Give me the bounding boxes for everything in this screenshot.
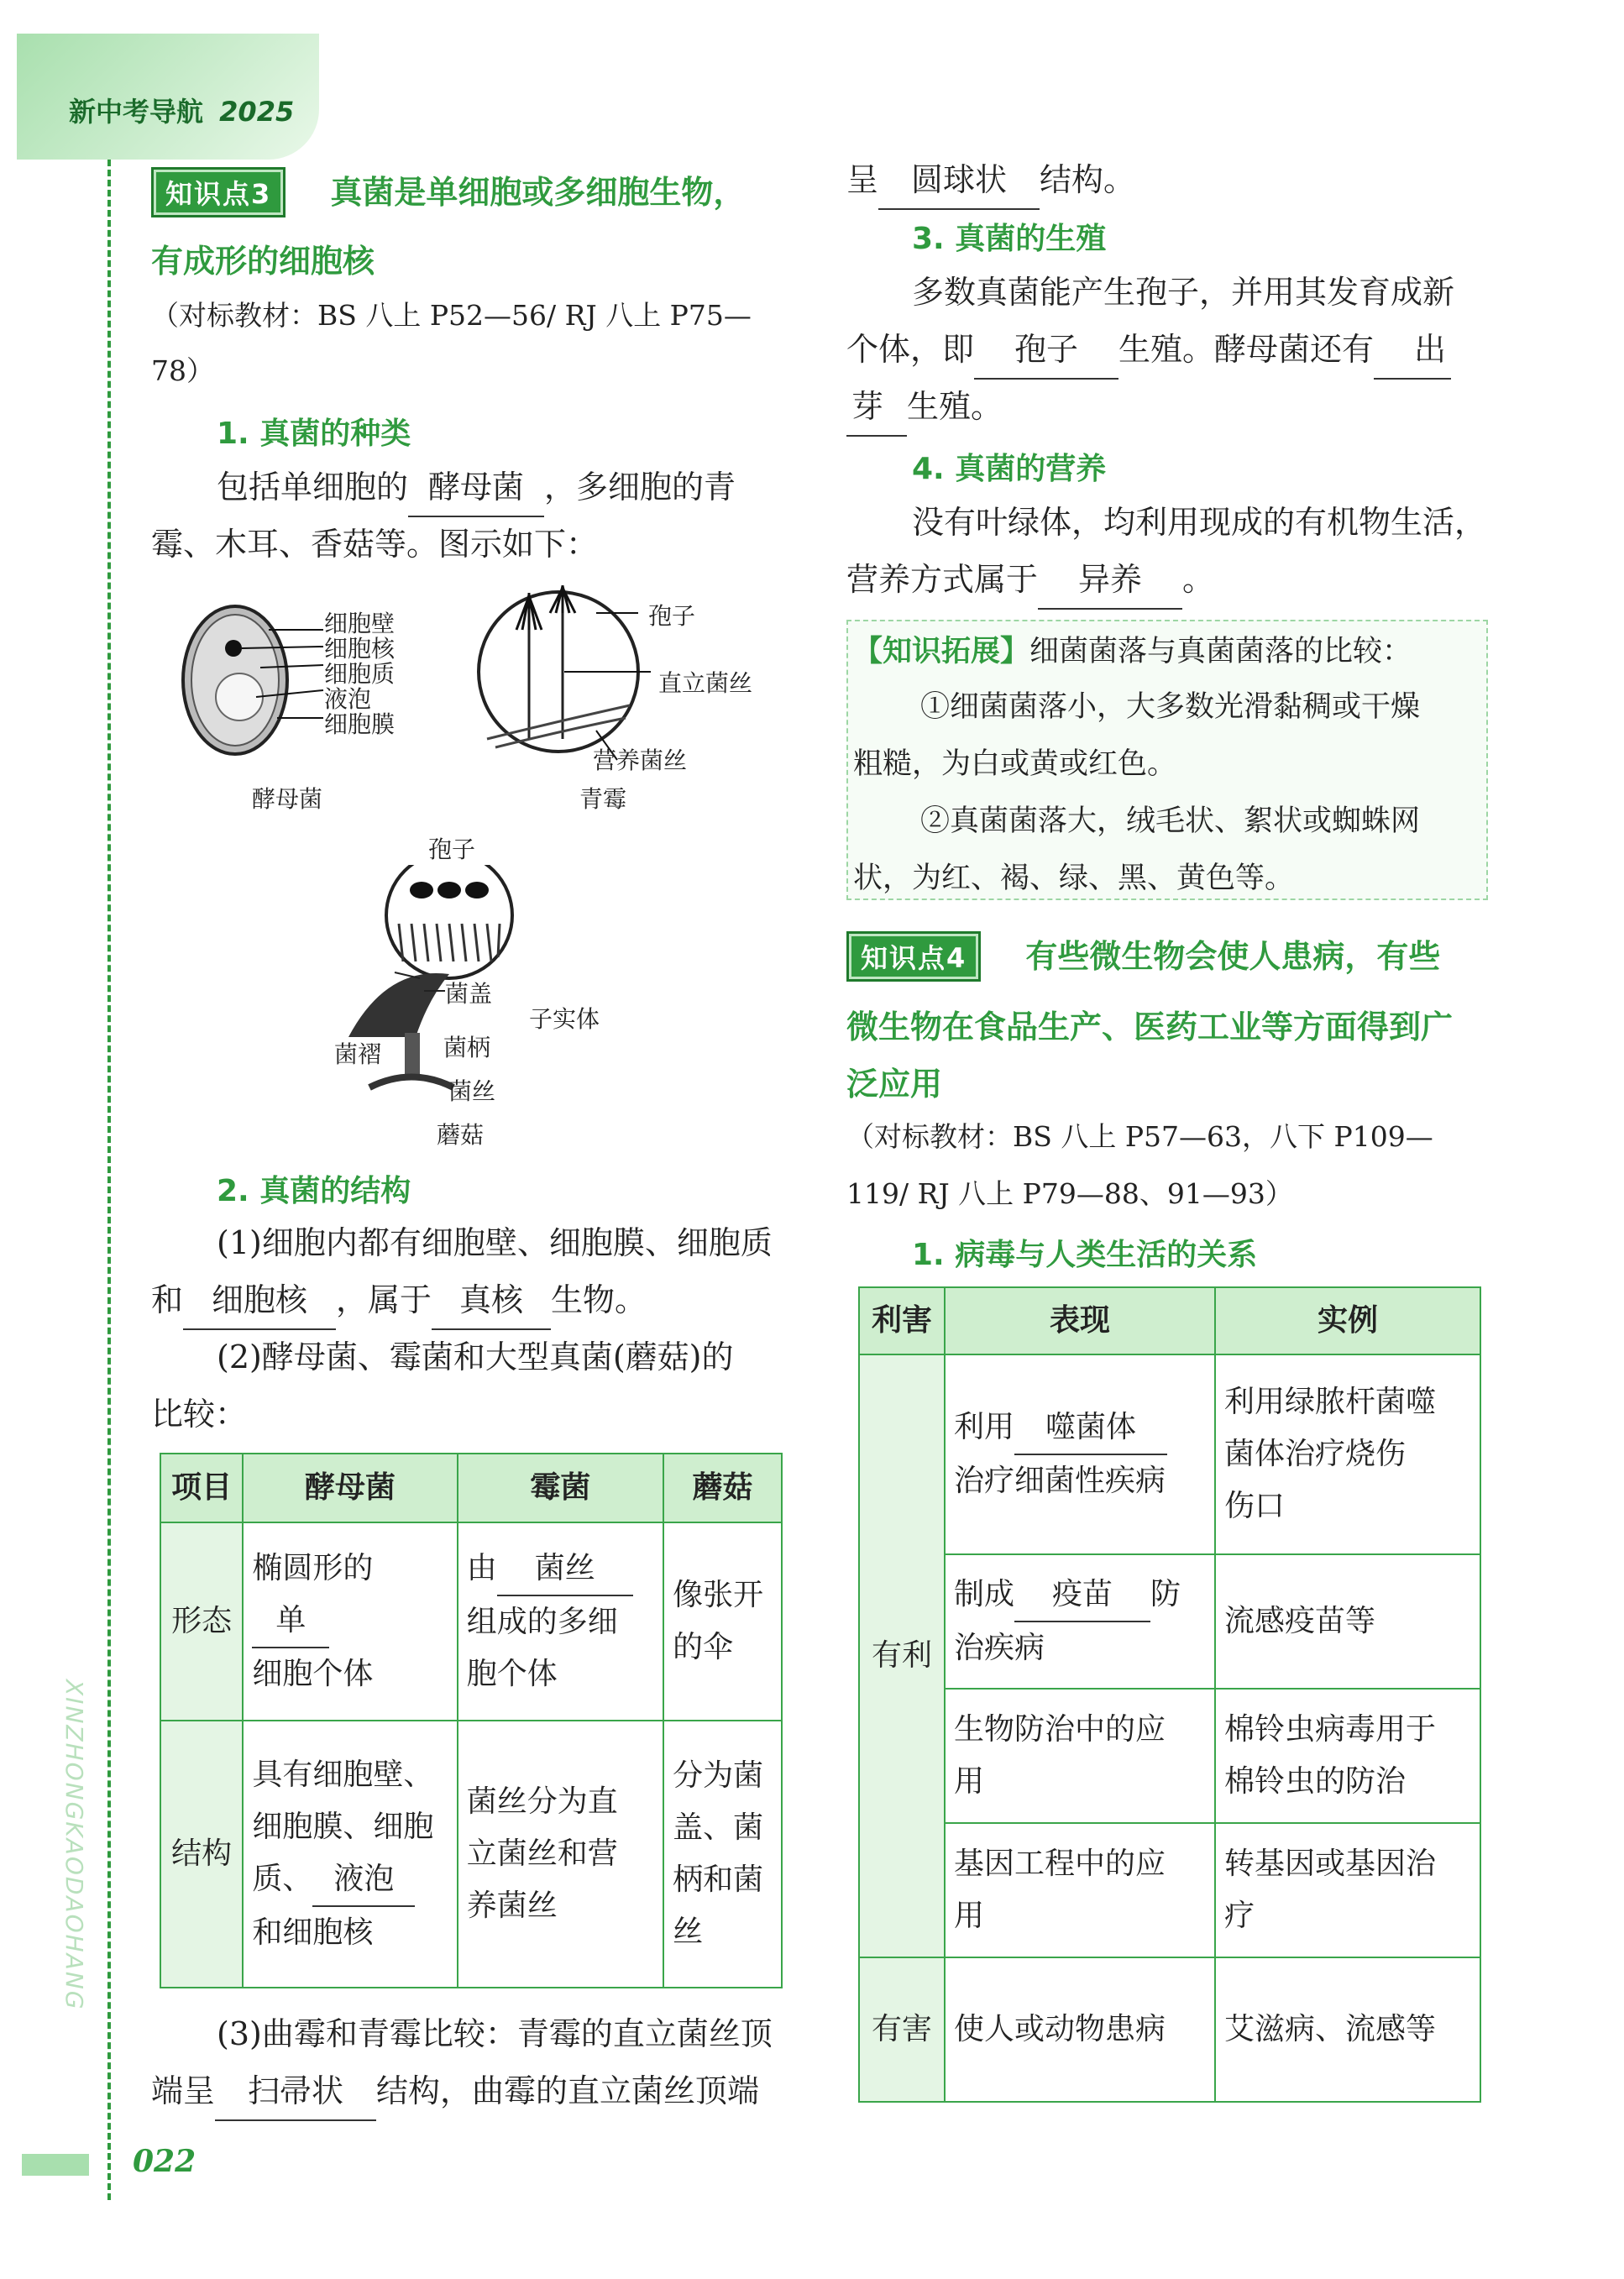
cell-disease: 使人或动物患病	[945, 1957, 1215, 2102]
text: 利用	[954, 1410, 1015, 1444]
cell-biocontrol-example	[1215, 1689, 1480, 1823]
cell-yeast-structure	[243, 1721, 457, 1988]
label-cell-wall: 细胞壁	[324, 610, 396, 637]
mushroom-cap	[348, 973, 449, 1037]
mushroom-label-gills: 菌褶	[334, 1040, 382, 1068]
cell-vaccine-example: 流感疫苗等	[1215, 1554, 1480, 1689]
text: 用	[954, 1899, 985, 1933]
answer-blank: 扫帚状	[215, 2062, 376, 2121]
label-membrane: 细胞膜	[324, 710, 396, 738]
cell-mushroom-form	[663, 1522, 782, 1721]
text: 椭圆形的	[252, 1551, 374, 1585]
ext-item-2b: 状，为红、褐、绿、黑、黄色等。	[853, 862, 1295, 895]
text: 转基因或基因治	[1224, 1847, 1437, 1881]
yeast-labels	[324, 611, 395, 737]
mushroom-stalk	[405, 1033, 420, 1075]
text: 像张开	[673, 1578, 764, 1612]
answer-blank: 菌丝	[497, 1543, 633, 1596]
text: 组成的多细	[466, 1605, 618, 1639]
mushroom-label-spore: 孢子	[428, 836, 476, 863]
nutrition-line2	[846, 551, 1214, 610]
left-dashed-rule	[107, 160, 111, 2200]
side-text: XINZHONGKAODAOHANG	[60, 1679, 88, 2011]
answer-blank: 圆球状	[878, 151, 1040, 210]
text: 的伞	[673, 1630, 734, 1664]
text: 细胞个体	[252, 1657, 374, 1691]
ext-label: 【知识拓展】	[853, 635, 1030, 668]
text: 生物。	[551, 1281, 647, 1318]
k3-reference-1: （对标教材：BS 八上 P52—56/ RJ 八上 P75—	[151, 299, 752, 332]
text: 结构，曲霉的直立菌丝顶端	[376, 2072, 760, 2109]
text: 用	[954, 1764, 985, 1799]
text: 细胞膜、细胞	[252, 1810, 434, 1844]
col-header: 蘑菇	[663, 1454, 782, 1522]
fungi-types-paragraph-2: 霉、木耳、香菇等。图示如下：	[151, 526, 599, 563]
text: 菌丝分为直	[466, 1784, 618, 1819]
row-label-form: 形态	[160, 1522, 243, 1721]
section-title-fungi-types: 1. 真菌的种类	[217, 417, 411, 451]
mushroom-label-cap: 菌盖	[445, 980, 493, 1008]
text: 。	[1182, 561, 1215, 598]
answer-blank: 液泡	[312, 1853, 415, 1907]
book-year: 2025	[219, 96, 295, 128]
reproduction-line2	[846, 321, 1451, 380]
k4-heading-line3: 泛应用	[846, 1066, 943, 1103]
yeast-nucleus	[225, 640, 242, 657]
structure-p1-line2	[151, 1271, 647, 1330]
cell-vaccine	[945, 1554, 1215, 1689]
text: 质、	[252, 1862, 313, 1896]
col-header: 实例	[1215, 1287, 1480, 1354]
yeast-vacuole	[216, 673, 263, 720]
ext-item-1b: 粗糙，为白或黄或红色。	[853, 747, 1177, 781]
mushroom-label-fruiting-body: 子实体	[529, 1005, 600, 1033]
k3-heading-line1	[151, 166, 745, 217]
text: 柄和菌	[673, 1862, 764, 1897]
text: 基因工程中的应	[954, 1847, 1166, 1881]
answer-blank: 单	[252, 1595, 329, 1648]
fungi-comparison-table	[160, 1453, 783, 1988]
section-title-reproduction: 3. 真菌的生殖	[912, 222, 1107, 256]
row-label-harmful: 有害	[859, 1957, 945, 2102]
cell-mold-form	[458, 1522, 663, 1721]
mold-label-spore: 孢子	[648, 602, 696, 630]
answer-blank: 噬菌体	[1014, 1401, 1167, 1455]
section-title-virus-relation: 1. 病毒与人类生活的关系	[912, 1238, 1258, 1272]
answer-blank: 出	[1374, 321, 1451, 380]
text: 由	[466, 1551, 497, 1585]
text: 分为菌	[673, 1758, 764, 1793]
ext-item-2a: ②真菌菌落大，绒毛状、絮状或蜘蛛网	[920, 804, 1421, 838]
text: 疗	[1224, 1899, 1255, 1933]
ext-item-1a: ①细菌菌落小，大多数光滑黏稠或干燥	[920, 690, 1421, 724]
virus-relation-table	[858, 1286, 1481, 2103]
text: 生殖。	[907, 388, 1003, 425]
cell-gene-therapy-example	[1215, 1823, 1480, 1957]
text: 治疗细菌性疾病	[954, 1464, 1166, 1498]
mold-label-aerial-hyphae: 直立菌丝	[658, 669, 753, 697]
ext-title-line	[853, 626, 1412, 677]
page-number: 022	[133, 2144, 196, 2179]
header-title	[69, 91, 294, 129]
ext-title: 细菌菌落与真菌菌落的比较：	[1029, 635, 1412, 668]
text: 和细胞核	[252, 1915, 374, 1950]
text: 棉铃虫的防治	[1224, 1764, 1407, 1799]
text: 结构。	[1040, 161, 1136, 198]
text: 制成	[954, 1577, 1015, 1611]
mushroom-hyphae	[369, 1077, 453, 1088]
row-label-beneficial: 有利	[859, 1354, 945, 1957]
mold-caption: 青霉	[579, 785, 627, 813]
answer-blank: 孢子	[974, 321, 1118, 380]
text: 菌体治疗烧伤	[1224, 1437, 1407, 1471]
col-header: 项目	[160, 1454, 243, 1522]
text: ，属于	[336, 1281, 432, 1318]
mushroom-caption: 蘑菇	[437, 1121, 485, 1149]
cell-mushroom-structure	[663, 1721, 782, 1988]
section-title-nutrition: 4. 真菌的营养	[912, 452, 1107, 486]
k3-heading-text: 真菌是单细胞或多细胞生物，	[330, 174, 746, 211]
k4-heading-line2: 微生物在食品生产、医药工业等方面得到广	[846, 1009, 1454, 1045]
answer-blank: 真核	[432, 1271, 551, 1330]
text: 端呈	[151, 2072, 216, 2109]
answer-blank: 疫苗	[1014, 1569, 1150, 1622]
col-header: 表现	[945, 1287, 1215, 1354]
structure-p3-line1: (3)曲霉和青霉比较：青霉的直立菌丝顶	[217, 2015, 773, 2052]
cell-yeast-form	[243, 1522, 457, 1721]
k3-heading-line2: 有成形的细胞核	[151, 243, 375, 280]
structure-p2-line1: (2)酵母菌、霉菌和大型真菌(蘑菇)的	[217, 1339, 734, 1375]
nutrition-line1: 没有叶绿体，均利用现成的有机物生活，	[912, 504, 1487, 541]
k4-reference-1: （对标教材：BS 八上 P57—63，八下 P109—	[846, 1120, 1433, 1153]
fungi-types-paragraph	[217, 458, 736, 517]
structure-p3-line2	[151, 2062, 759, 2121]
text: 立菌丝和营	[466, 1836, 618, 1871]
cell-genetic-engineering	[945, 1823, 1215, 1957]
col-header: 酵母菌	[243, 1454, 457, 1522]
structure-p1-line1: (1)细胞内都有细胞壁、细胞膜、细胞质	[217, 1224, 773, 1261]
page-bar	[22, 2154, 89, 2176]
text: 具有细胞壁、	[252, 1758, 434, 1792]
text: 养菌丝	[466, 1889, 558, 1923]
text: 生物防治中的应	[954, 1712, 1166, 1747]
knowledge-extension-box	[846, 620, 1488, 900]
book-title: 新中考导航	[69, 96, 204, 128]
row-label-structure: 结构	[160, 1721, 243, 1988]
answer-blank: 芽	[846, 378, 907, 437]
answer-blank: 酵母菌	[408, 458, 544, 517]
cell-phage	[945, 1354, 1215, 1554]
mushroom-label-hyphae: 菌丝	[448, 1077, 496, 1105]
col-header: 利害	[859, 1287, 945, 1354]
cell-phage-example	[1215, 1354, 1480, 1554]
text: 治疾病	[954, 1631, 1045, 1665]
right-p0	[846, 151, 1135, 210]
mushroom-label-stalk: 菌柄	[443, 1034, 491, 1061]
answer-blank: 细胞核	[183, 1271, 336, 1330]
text: 呈	[846, 161, 879, 198]
text: 丝	[673, 1915, 704, 1949]
k4-heading-line1	[846, 930, 1440, 982]
col-header: 霉菌	[458, 1454, 663, 1522]
text: ，多细胞的青	[544, 469, 736, 506]
structure-p2-line2: 比较：	[151, 1396, 248, 1433]
text: 营养方式属于	[846, 561, 1039, 598]
yeast-caption: 酵母菌	[252, 785, 323, 813]
text: 包括单细胞的	[217, 469, 409, 506]
label-vacuole: 液泡	[324, 685, 372, 713]
knowledge-badge-4: 知识点4	[846, 931, 981, 982]
mold-label-vegetative-hyphae: 营养菌丝	[593, 747, 688, 774]
reproduction-line1: 多数真菌能产生孢子，并用其发育成新	[912, 274, 1455, 311]
text: 生殖。酵母菌还有	[1118, 331, 1375, 368]
text: 盖、菌	[673, 1810, 764, 1845]
text: 防	[1150, 1577, 1181, 1611]
cell-disease-example: 艾滋病、流感等	[1215, 1957, 1480, 2102]
k4-reference-2: 119/ RJ 八上 P79—88、91—93）	[846, 1177, 1293, 1210]
cell-mold-structure	[458, 1721, 663, 1988]
k3-reference-2: 78）	[151, 354, 214, 387]
section-title-fungi-structure: 2. 真菌的结构	[217, 1174, 411, 1208]
k4-heading-text: 有些微生物会使人患病，有些	[1025, 938, 1441, 975]
text: 利用绿脓杆菌噬	[1224, 1385, 1437, 1419]
text: 和	[151, 1281, 184, 1318]
knowledge-badge-3: 知识点3	[151, 167, 286, 217]
reproduction-line3	[846, 378, 1003, 437]
text: 伤口	[1224, 1489, 1286, 1523]
text: 棉铃虫病毒用于	[1224, 1712, 1437, 1747]
answer-blank: 异养	[1038, 551, 1182, 610]
text: 胞个体	[466, 1657, 558, 1691]
cell-biocontrol	[945, 1689, 1215, 1823]
text: 个体，即	[846, 331, 975, 368]
label-cytoplasm: 细胞质	[324, 660, 396, 688]
label-nucleus: 细胞核	[324, 635, 396, 663]
